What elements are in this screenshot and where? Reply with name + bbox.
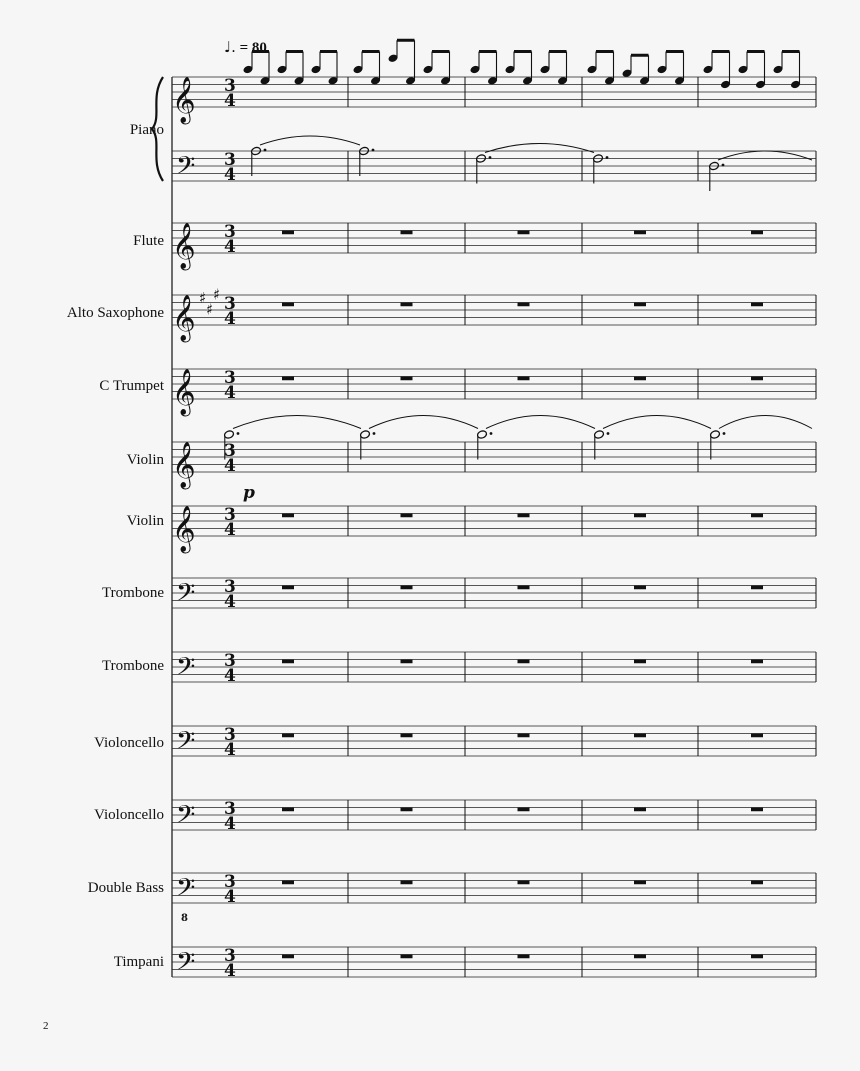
sharp-key-signature-icon: ♯	[213, 285, 221, 304]
whole-measure-rest	[518, 808, 530, 812]
time-signature-numerator: 3	[224, 441, 236, 461]
time-signature-numerator: 3	[224, 222, 236, 242]
whole-measure-rest	[401, 586, 413, 590]
time-signature-denominator: 4	[224, 814, 236, 834]
treble-clef-icon: 𝄞	[172, 442, 196, 488]
tie	[260, 136, 360, 145]
time-signature-denominator: 4	[224, 309, 236, 329]
instrument-label: Timpani	[113, 954, 164, 970]
tie	[486, 416, 595, 429]
whole-measure-rest	[282, 514, 294, 518]
instrument-label: Double Bass	[87, 880, 164, 896]
time-signature-denominator: 4	[224, 887, 236, 907]
whole-measure-rest	[518, 303, 530, 307]
augmentation-dot	[722, 164, 725, 167]
instrument-label: Violin	[126, 513, 164, 529]
time-signature-numerator: 3	[224, 872, 236, 892]
dotted-quarter-note-icon: ♩.	[224, 38, 236, 56]
augmentation-dot	[490, 432, 493, 435]
whole-measure-rest	[401, 808, 413, 812]
bass-clef-icon: 𝄢	[176, 726, 196, 762]
whole-measure-rest	[518, 377, 530, 381]
whole-measure-rest	[634, 303, 646, 307]
whole-measure-rest	[751, 734, 763, 738]
treble-clef-icon: 𝄞	[172, 506, 196, 552]
instrument-label: Piano	[129, 122, 164, 138]
augmentation-dot	[373, 432, 376, 435]
bass-clef-icon: 𝄢	[176, 652, 196, 688]
time-signature-numerator: 3	[224, 294, 236, 314]
bass-clef-icon: 𝄢	[176, 151, 196, 187]
bass-clef-icon: 𝄢	[176, 800, 196, 836]
whole-measure-rest	[518, 514, 530, 518]
augmentation-dot	[606, 156, 609, 159]
instrument-label: Trombone	[102, 658, 164, 674]
whole-measure-rest	[634, 734, 646, 738]
tie	[369, 416, 478, 429]
time-signature-denominator: 4	[224, 456, 236, 476]
dynamic-piano-mark: p	[243, 483, 255, 503]
treble-clef-icon: 𝄞	[172, 77, 196, 123]
whole-measure-rest	[751, 955, 763, 959]
time-signature-numerator: 3	[224, 946, 236, 966]
whole-measure-rest	[518, 586, 530, 590]
whole-measure-rest	[282, 586, 294, 590]
piano-brace	[152, 77, 163, 181]
time-signature-denominator: 4	[224, 237, 236, 257]
whole-measure-rest	[401, 660, 413, 664]
instrument-label: Violin	[126, 452, 164, 468]
whole-measure-rest	[634, 955, 646, 959]
whole-measure-rest	[751, 660, 763, 664]
whole-measure-rest	[634, 377, 646, 381]
time-signature-numerator: 3	[224, 799, 236, 819]
whole-measure-rest	[282, 231, 294, 235]
time-signature-denominator: 4	[224, 383, 236, 403]
time-signature-numerator: 3	[224, 725, 236, 745]
whole-measure-rest	[634, 514, 646, 518]
tie	[719, 416, 812, 429]
whole-measure-rest	[751, 231, 763, 235]
whole-measure-rest	[401, 231, 413, 235]
whole-measure-rest	[518, 660, 530, 664]
whole-measure-rest	[401, 514, 413, 518]
tie	[233, 416, 361, 429]
instrument-label: Alto Saxophone	[66, 305, 164, 321]
time-signature-numerator: 3	[224, 150, 236, 170]
whole-measure-rest	[518, 231, 530, 235]
augmentation-dot	[607, 432, 610, 435]
time-signature-denominator: 4	[224, 592, 236, 612]
whole-measure-rest	[751, 586, 763, 590]
whole-measure-rest	[751, 514, 763, 518]
whole-measure-rest	[282, 377, 294, 381]
time-signature-numerator: 3	[224, 368, 236, 388]
bass-clef-icon: 𝄢	[176, 947, 196, 983]
whole-measure-rest	[634, 586, 646, 590]
ottava-bassa-mark: 8	[181, 913, 188, 924]
tie	[603, 416, 711, 429]
whole-measure-rest	[751, 808, 763, 812]
whole-measure-rest	[282, 660, 294, 664]
whole-measure-rest	[282, 734, 294, 738]
time-signature-numerator: 3	[224, 577, 236, 597]
augmentation-dot	[489, 156, 492, 159]
time-signature-denominator: 4	[224, 740, 236, 760]
whole-measure-rest	[401, 303, 413, 307]
whole-measure-rest	[401, 881, 413, 885]
whole-measure-rest	[282, 303, 294, 307]
tempo-value: = 80	[239, 40, 267, 56]
whole-measure-rest	[282, 955, 294, 959]
whole-measure-rest	[751, 303, 763, 307]
time-signature-denominator: 4	[224, 666, 236, 686]
augmentation-dot	[237, 432, 240, 435]
whole-measure-rest	[751, 377, 763, 381]
treble-clef-icon: 𝄞	[172, 223, 196, 269]
sharp-key-signature-icon: ♯	[199, 289, 207, 307]
whole-measure-rest	[518, 881, 530, 885]
augmentation-dot	[264, 149, 267, 152]
instrument-label: Violoncello	[94, 807, 164, 823]
bass-clef-icon: 𝄢	[176, 873, 196, 909]
augmentation-dot	[372, 149, 375, 152]
bass-clef-icon: 𝄢	[176, 578, 196, 614]
treble-clef-icon: 𝄞	[172, 295, 196, 341]
instrument-label: Trombone	[102, 585, 164, 601]
time-signature-denominator: 4	[224, 961, 236, 981]
whole-measure-rest	[401, 955, 413, 959]
whole-measure-rest	[282, 881, 294, 885]
time-signature-numerator: 3	[224, 76, 236, 96]
whole-measure-rest	[634, 231, 646, 235]
treble-clef-icon: 𝄞	[172, 369, 196, 415]
page-number: 2	[43, 1020, 49, 1032]
augmentation-dot	[723, 432, 726, 435]
whole-measure-rest	[751, 881, 763, 885]
whole-measure-rest	[282, 808, 294, 812]
instrument-label: C Trumpet	[99, 378, 164, 394]
whole-measure-rest	[634, 881, 646, 885]
whole-measure-rest	[518, 734, 530, 738]
time-signature-numerator: 3	[224, 505, 236, 525]
whole-measure-rest	[401, 377, 413, 381]
whole-measure-rest	[401, 734, 413, 738]
sharp-key-signature-icon: ♯	[206, 300, 214, 319]
time-signature-denominator: 4	[224, 165, 236, 185]
instrument-label: Flute	[133, 233, 164, 249]
instrument-label: Violoncello	[94, 735, 164, 751]
time-signature-denominator: 4	[224, 520, 236, 540]
whole-measure-rest	[634, 660, 646, 664]
time-signature-numerator: 3	[224, 651, 236, 671]
whole-measure-rest	[518, 955, 530, 959]
time-signature-denominator: 4	[224, 91, 236, 111]
whole-measure-rest	[634, 808, 646, 812]
